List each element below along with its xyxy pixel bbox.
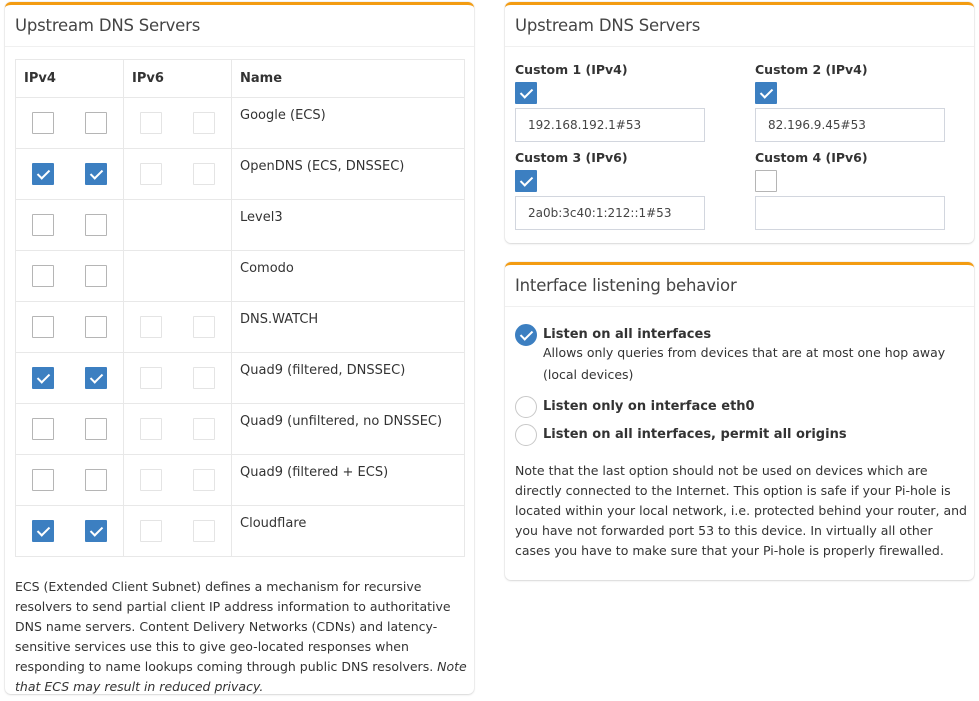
ipv6-secondary-checkbox [193, 469, 215, 491]
listen-eth0-option[interactable] [515, 396, 755, 418]
ipv6-primary-checkbox [140, 469, 162, 491]
panel-title: Interface listening behavior [515, 276, 737, 295]
ipv6-primary-checkbox [140, 520, 162, 542]
ipv6-primary-checkbox [140, 112, 162, 134]
listen-all-origins-label: Listen on all interfaces, permit all origins [543, 427, 847, 442]
ipv6-primary-checkbox [140, 367, 162, 389]
ipv4-secondary-checkbox[interactable] [85, 418, 107, 440]
ipv4-header: IPv4 [16, 60, 124, 98]
ipv6-secondary-checkbox [193, 316, 215, 338]
ipv4-secondary-checkbox[interactable] [85, 316, 107, 338]
ipv6-unavailable-cell [124, 200, 232, 251]
ipv4-primary-checkbox[interactable] [32, 163, 54, 185]
custom-4-group [755, 150, 945, 230]
table-row [16, 455, 465, 506]
table-row [16, 200, 465, 251]
server-name: Quad9 (filtered, DNSSEC) [232, 353, 465, 404]
custom-4-input[interactable] [755, 196, 945, 230]
table-row [16, 404, 465, 455]
table-row [16, 251, 465, 302]
server-name: DNS.WATCH [232, 302, 465, 353]
listen-all-origins-radio[interactable] [515, 424, 537, 446]
ipv4-secondary-checkbox[interactable] [85, 163, 107, 185]
panel-title: Upstream DNS Servers [15, 16, 201, 35]
table-row [16, 302, 465, 353]
listen-eth0-label: Listen only on interface eth0 [543, 399, 755, 414]
panel-header [5, 5, 474, 47]
custom-1-group [515, 62, 705, 142]
custom-3-label: Custom 3 (IPv6) [515, 150, 628, 165]
table-row [16, 149, 465, 200]
ipv4-primary-checkbox[interactable] [32, 469, 54, 491]
ipv4-secondary-checkbox[interactable] [85, 367, 107, 389]
ipv6-secondary-checkbox [193, 520, 215, 542]
custom-4-label: Custom 4 (IPv6) [755, 150, 868, 165]
ipv4-primary-checkbox[interactable] [32, 316, 54, 338]
table-header-row [16, 60, 465, 98]
custom-3-input[interactable] [515, 196, 705, 230]
name-header: Name [232, 60, 465, 98]
interface-note: Note that the last option should not be used on devices which are directly connected to the Internet. This option is safe if your Pi-hole is located within your local network, i.e. protected behind your router, and you have not forwarded port 53 to this device. In virtually all other cases you have to make sure that your Pi-hole is properly firewalled. [515, 463, 967, 558]
ipv4-secondary-checkbox[interactable] [85, 520, 107, 542]
ipv4-primary-checkbox[interactable] [32, 520, 54, 542]
ipv6-secondary-checkbox [193, 112, 215, 134]
table-row [16, 506, 465, 557]
custom-1-label: Custom 1 (IPv4) [515, 62, 628, 77]
listen-all-option[interactable] [515, 324, 973, 386]
custom-2-input[interactable] [755, 108, 945, 142]
server-name: Quad9 (filtered + ECS) [232, 455, 465, 506]
server-name: Quad9 (unfiltered, no DNSSEC) [232, 404, 465, 455]
upstream-dns-panel [5, 2, 474, 694]
ipv6-primary-checkbox [140, 316, 162, 338]
ipv4-primary-checkbox[interactable] [32, 367, 54, 389]
ipv6-secondary-checkbox [193, 418, 215, 440]
panel-title: Upstream DNS Servers [515, 16, 701, 35]
custom-3-checkbox[interactable] [515, 170, 537, 192]
custom-4-checkbox[interactable] [755, 170, 777, 192]
ecs-note [15, 577, 470, 697]
listen-eth0-radio[interactable] [515, 396, 537, 418]
panel-header [505, 5, 974, 47]
custom-1-input[interactable] [515, 108, 705, 142]
listen-all-radio[interactable] [515, 324, 537, 346]
table-row [16, 98, 465, 149]
server-name: Cloudflare [232, 506, 465, 557]
ipv6-primary-checkbox [140, 163, 162, 185]
ipv4-secondary-checkbox[interactable] [85, 112, 107, 134]
custom-1-checkbox[interactable] [515, 82, 537, 104]
listen-all-origins-option[interactable] [515, 424, 847, 446]
ipv4-primary-checkbox[interactable] [32, 214, 54, 236]
custom-2-checkbox[interactable] [755, 82, 777, 104]
upstream-dns-table [15, 59, 465, 557]
ipv4-secondary-checkbox[interactable] [85, 469, 107, 491]
ecs-note-text: ECS (Extended Client Subnet) defines a mechanism for recursive resolvers to send partial client IP address information to authoritative DNS name servers. Content Delivery Networks (CDNs) and latency-sensitive services use this to give geo-located responses when responding to name lookups coming through public DNS resolvers. [15, 579, 451, 674]
listen-all-description: Allows only queries from devices that are at most one hop away (local devices) [543, 345, 946, 382]
server-name: OpenDNS (ECS, DNSSEC) [232, 149, 465, 200]
ipv6-secondary-checkbox [193, 163, 215, 185]
ecs-privacy-note: Note that ECS may result in reduced privacy. [15, 659, 467, 694]
ipv6-unavailable-cell [124, 251, 232, 302]
ipv4-secondary-checkbox[interactable] [85, 214, 107, 236]
custom-dns-panel [505, 2, 974, 243]
server-name: Google (ECS) [232, 98, 465, 149]
custom-3-group [515, 150, 705, 230]
server-name: Level3 [232, 200, 465, 251]
ipv6-primary-checkbox [140, 418, 162, 440]
ipv4-primary-checkbox[interactable] [32, 418, 54, 440]
ipv4-primary-checkbox[interactable] [32, 265, 54, 287]
dns-server-rows [16, 98, 465, 557]
panel-header [505, 265, 974, 307]
ipv6-secondary-checkbox [193, 367, 215, 389]
listen-all-label: Listen on all interfaces [543, 327, 712, 342]
table-row [16, 353, 465, 404]
custom-2-label: Custom 2 (IPv4) [755, 62, 868, 77]
ipv4-secondary-checkbox[interactable] [85, 265, 107, 287]
ipv4-primary-checkbox[interactable] [32, 112, 54, 134]
ipv6-header: IPv6 [124, 60, 232, 98]
server-name: Comodo [232, 251, 465, 302]
custom-2-group [755, 62, 945, 142]
interface-listening-panel [505, 262, 974, 580]
